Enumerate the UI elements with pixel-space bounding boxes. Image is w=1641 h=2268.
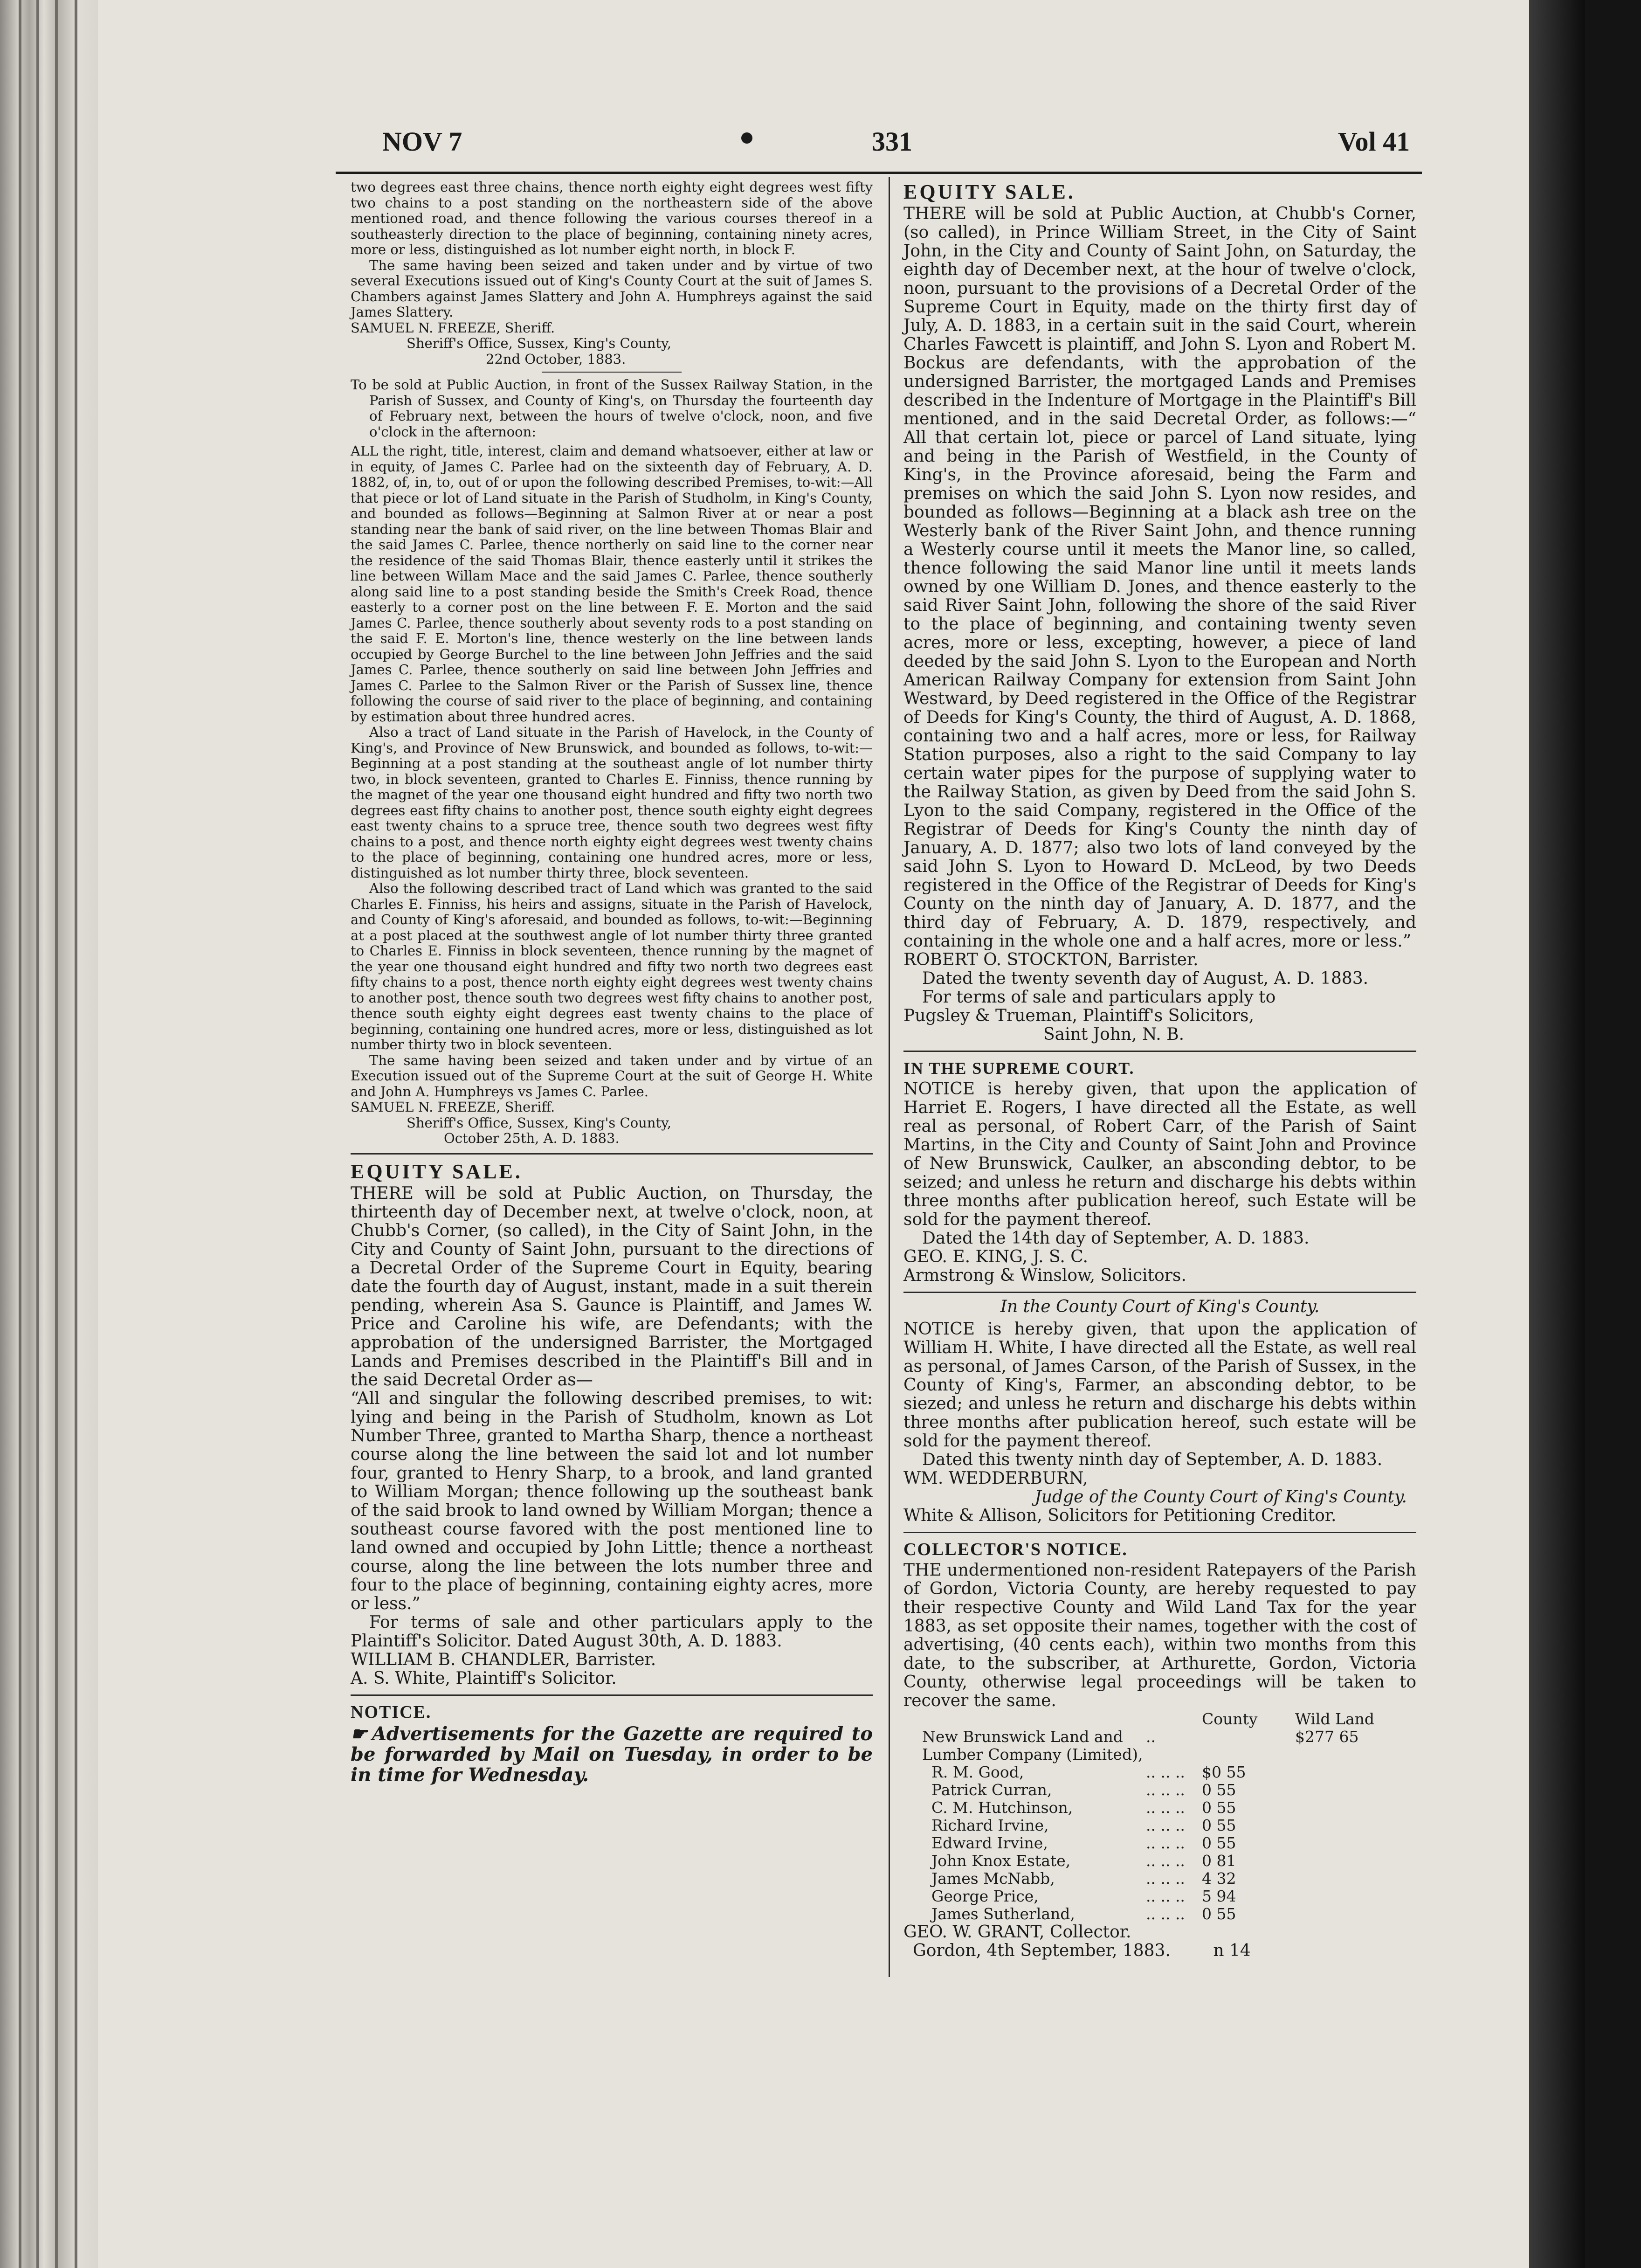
divider <box>542 372 682 373</box>
cell-dots: .. .. .. <box>1146 1763 1185 1781</box>
notice-text: Also the following described tract of Land which was granted to the said Charles E. Finniss, his heirs and assigns, situate in the Parish of Havelock, and County of King's aforesaid, and bounded as follows, to-wit:—Beginning at a post placed at the southwest angle of lot number thirty three granted to Charles E. Finniss in block seventeen, thence running by the magnet of the year one thousand eight hundred and fifty two north two degrees east fifty chains to a post, thence north eighty eight degrees west twenty chains to another post, thence south two degrees west fifty chains to another post, thence south eighty eight degrees east twenty chains to the place of beginning, containing one hundred acres, more or less, distinguished as lot number thirty two in block seventeen. <box>351 880 873 1052</box>
auction-intro: To be sold at Public Auction, in front of the Sussex Railway Station, in the Parish of Sussex, and County of King's, on Thursday the fourteenth day of February next, between the hours of twelve o'clock, noon, and five o'clock in the afternoon: <box>351 377 873 440</box>
cell-county: 4 32 <box>1202 1869 1236 1888</box>
gazette-notice-text: Advertisements for the Gazette are required to be forwarded by Mail on Tuesday, in order to be in time for Wednesday. <box>351 1722 873 1786</box>
collector-signature: GEO. W. GRANT, Collector. <box>903 1922 1131 1942</box>
notice-text: Also a tract of Land situate in the Parish of Havelock, in the County of King's, and Province of New Brunswick, and bounded as follows, to-wit:—Beginning at a post standing at the southeast angle of lot number thirty two, in block seventeen, granted to Charles E. Finniss, thence running by the magnet of the year one thousand eight hundred and fifty two north two degrees east fifty chains to another post, thence south eighty eight degrees east twenty chains to a spruce tree, thence south two degrees west fifty chains to a post, and thence north eighty eight degrees west twenty chains to the place of beginning, containing one hundred acres, more or less, distinguished as lot number thirty three, block seventeen. <box>351 724 873 881</box>
cell-name: Patrick Curran, <box>931 1781 1052 1799</box>
cell-dots: .. .. .. <box>1146 1781 1185 1799</box>
column-header-county: County <box>1202 1710 1258 1728</box>
notice-date: Gordon, 4th September, 1883. <box>913 1941 1171 1960</box>
cell-name: George Price, <box>931 1887 1039 1905</box>
cell-county: $0 55 <box>1202 1763 1246 1781</box>
terms-line: For terms of sale and particulars apply to <box>922 988 1276 1007</box>
barrister-signature: WILLIAM B. CHANDLER, Barrister. <box>351 1650 656 1669</box>
cell-county: 0 55 <box>1202 1781 1236 1799</box>
divider <box>351 1694 873 1696</box>
notice-text: For terms of sale and other particulars apply to the Plaintiff's Solicitor. Dated August 30th, A. D. 1883. <box>351 1612 873 1651</box>
notice-date: October 25th, A. D. 1883. <box>444 1130 620 1146</box>
judge-signature: WM. WEDDERBURN, <box>903 1469 1088 1488</box>
table-row <box>903 1817 1416 1834</box>
cell-dots: .. .. .. <box>1146 1905 1185 1923</box>
cell-name: James Sutherland, <box>931 1905 1075 1923</box>
solicitor-line: A. S. White, Plaintiff's Solicitor. <box>351 1668 617 1688</box>
notice-text: two degrees east three chains, thence north eighty eight degrees west fifty two chains to a post standing on the northeastern side of the above mentioned road, and thence following the various courses thereof in a southeasterly direction to the place of beginning, containing ninety acres, more or less, distinguished as lot number eight north, in block F. <box>351 179 873 257</box>
notice-text: NOTICE is hereby given, that upon the application of William H. White, I have directed all the Estate, as well real as personal, of James Carson, of the Parish of Sussex, in the County of King's, Farmer, an absconding debtor, to be siezed; and unless he return and discharge his debts within three months after publication hereof, such estate will be sold for the payment thereof. <box>903 1320 1416 1451</box>
notice-date: Dated the 14th day of September, A. D. 1883. <box>922 1229 1310 1248</box>
notice-text: “All and singular the following described premises, to wit: lying and being in the Parish of Studholm, known as Lot Number Three, granted to Martha Sharp, thence a northeast course along the line between the said lot and lot number four, granted to Henry Sharp, to a brook, and land granted to William Morgan; thence following up the southeast bank of the said brook to land owned by William Morgan; thence a southeast course favored with the post mentioned line to land owned and occupied by John Little; thence a northeast course, along the line between the lots number three and four to the place of beginning, containing eighty acres, more or less.” <box>351 1389 873 1613</box>
supreme-court-notice <box>903 1057 1416 1285</box>
cell-dots: .. .. .. <box>1146 1887 1185 1905</box>
cell-wild <box>1295 1817 1416 1834</box>
cell-dots: .. .. .. <box>1146 1816 1185 1834</box>
pointing-hand-icon: ☛ <box>351 1722 367 1745</box>
equity-sale-left <box>351 1159 873 1688</box>
notice-date: 22nd October, 1883. <box>486 351 626 367</box>
bullet-dot-icon <box>741 132 752 144</box>
collector-title: COLLECTOR'S NOTICE. <box>903 1540 1128 1559</box>
notice-text: The same having been seized and taken under and by virtue of two several Executions issued out of King's County Court at the suit of James S. Chambers against James Slattery and John A. Humphreys against the said James Slattery. <box>351 257 873 320</box>
cell-county: 0 55 <box>1202 1834 1236 1852</box>
sheriff-signature: SAMUEL N. FREEZE, Sheriff. <box>351 1099 555 1115</box>
notice-date: Dated this twenty ninth day of September, A. D. 1883. <box>922 1450 1383 1469</box>
header-rule <box>336 172 1422 174</box>
divider <box>351 1153 873 1155</box>
gazette-notice <box>351 1701 873 1785</box>
cell-wild <box>1295 1888 1416 1905</box>
book-binding <box>0 0 98 2268</box>
cell-dots: .. .. .. <box>1146 1798 1185 1817</box>
divider <box>903 1051 1416 1052</box>
sheriff-signature: SAMUEL N. FREEZE, Sheriff. <box>351 319 555 336</box>
equity-sale-right <box>903 180 1416 1044</box>
cell-dots: .. .. .. <box>1146 1869 1185 1888</box>
collector-notice <box>903 1538 1416 1960</box>
equity-sale-title: EQUITY SALE. <box>351 1160 523 1183</box>
cell-county: 0 81 <box>1202 1852 1236 1870</box>
table-row <box>903 1905 1416 1923</box>
table-header-row <box>903 1710 1416 1728</box>
table-row <box>903 1852 1416 1870</box>
right-column <box>903 180 1416 1960</box>
scan-dark-edge <box>1529 0 1585 2268</box>
cell-wild <box>1295 1852 1416 1870</box>
notice-sheriff-slattery <box>351 180 873 367</box>
issue-mark: n 14 <box>1213 1941 1251 1960</box>
sheriff-office: Sheriff's Office, Sussex, King's County, <box>407 1114 671 1131</box>
solicitor-line: Armstrong & Winslow, Solicitors. <box>903 1266 1186 1285</box>
volume-number: Vol 41 <box>1338 126 1410 157</box>
judge-signature: GEO. E. KING, J. S. C. <box>903 1247 1088 1266</box>
notice-sheriff-parlee <box>351 377 873 1147</box>
cell-name: Richard Irvine, <box>931 1816 1049 1834</box>
table-row <box>903 1799 1416 1817</box>
table-row <box>903 1888 1416 1905</box>
cell-wild <box>1295 1799 1416 1817</box>
table-row <box>903 1834 1416 1852</box>
table-row <box>903 1763 1416 1781</box>
cell-county: 0 55 <box>1202 1798 1236 1817</box>
table-row <box>903 1781 1416 1799</box>
page-header <box>382 126 1417 173</box>
notice-text: The same having been seized and taken under and by virtue of an Execution issued out of the Supreme Court at the suit of George H. White and John A. Humphreys vs James C. Parlee. <box>351 1052 873 1099</box>
divider <box>903 1292 1416 1293</box>
sheriff-office: Sheriff's Office, Sussex, King's County, <box>407 335 671 351</box>
county-court-notice <box>903 1298 1416 1525</box>
cell-wild <box>1295 1834 1416 1852</box>
county-court-title: In the County Court of King's County. <box>1000 1297 1320 1316</box>
cell-county: 0 55 <box>1202 1816 1236 1834</box>
cell-name: John Knox Estate, <box>931 1852 1071 1870</box>
cell-name: New Brunswick Land and Lumber Company (Limited), <box>922 1728 1143 1763</box>
cell-name: Edward Irvine, <box>931 1834 1048 1852</box>
equity-sale-title: EQUITY SALE. <box>903 180 1076 203</box>
solicitor-place: Saint John, N. B. <box>1043 1025 1185 1044</box>
cell-name: R. M. Good, <box>931 1763 1024 1781</box>
notice-title: NOTICE. <box>351 1702 432 1722</box>
solicitor-line: Pugsley & Trueman, Plaintiff's Solicitors, <box>903 1006 1254 1025</box>
table-row <box>903 1728 1416 1763</box>
notice-date: Dated the twenty seventh day of August, A. D. 1883. <box>922 969 1369 988</box>
cell-county: 5 94 <box>1202 1887 1236 1905</box>
cell-county: 0 55 <box>1202 1905 1236 1923</box>
column-header-wild-land: Wild Land <box>1295 1710 1375 1728</box>
solicitor-line: White & Allison, Solicitors for Petitioning Creditor. <box>903 1506 1337 1525</box>
cell-dots: .. <box>1146 1728 1156 1746</box>
table-row <box>903 1870 1416 1888</box>
cell-name: James McNabb, <box>931 1869 1055 1888</box>
header-date: NOV 7 <box>382 126 462 157</box>
left-column <box>351 180 873 1785</box>
notice-text: THE undermentioned non-resident Ratepayers of the Parish of Gordon, Victoria County, are hereby requested to pay their respective County and Wild Land Tax for the year 1883, as set opposite their names, together with the cost of advertising, (40 cents each), within two months from this date, to the subscriber, at Arthurette, Gordon, Victoria County, otherwise legal proceedings will be taken to recover the same. <box>903 1561 1416 1710</box>
supreme-court-title: IN THE SUPREME COURT. <box>903 1059 1135 1078</box>
divider <box>903 1532 1416 1533</box>
cell-wild <box>1295 1763 1416 1781</box>
cell-dots: .. .. .. <box>1146 1834 1185 1852</box>
judge-title: Judge of the County Court of King's County. <box>1034 1487 1407 1507</box>
notice-text: THERE will be sold at Public Auction, at Chubb's Corner, (so called), in Prince William Street, in the City of Saint John, in the City and County of Saint John, on Saturday, the eighth day of December next, at the hour of twelve o'clock, noon, pursuant to the provisions of a Decretal Order of the Supreme Court in Equity, made on the thirty first day of July, A. D. 1883, in a certain suit in the said Court, wherein Charles Fawcett is plaintiff, and John S. Lyon and Robert M. Bockus are defendants, with the approbation of the undersigned Barrister, the mortgaged Lands and Premises described in the Indenture of Mortgage in the Plaintiff's Bill mentioned, and in the said Decretal Order, as follows:—“ All that certain lot, piece or parcel of Land situate, lying and being in the Parish of Westfield, in the County of King's, in the Province aforesaid, being the Farm and premises on which the said John S. Lyon now resides, and bounded as follows—Beginning at a black ash tree on the Westerly bank of the River Saint John, and thence running a Westerly course until it meets the Manor line, so called, thence following the said Manor line until it meets lands owned by one William D. Jones, and thence easterly to the said River Saint John, following the shore of the said River to the place of beginning, and containing twenty seven acres, more or less, excepting, however, a piece of land deeded by the said John S. Lyon to the European and North American Railway Company for extension from Saint John Westward, by Deed registered in the Office of the Registrar of Deeds for King's County, the third of August, A. D. 1868, containing two and a half acres, more or less, for Railway Station purposes, also a right to the said Company to lay certain water pipes for the purpose of supplying water to the Railway Station, as given by Deed from the said John S. Lyon to the said Company, registered in the Office of the Registrar of Deeds for King's County the ninth day of January, A. D. 1877; also two lots of land conveyed by the said John S. Lyon to Howard D. McLeod, by two Deeds registered in the Office of the Registrar of Deeds for King's County on the ninth day of January, A. D. 1877, and the third day of February, A. D. 1879, respectively, and containing in the whole one and a half acres, more or less.” <box>903 204 1416 951</box>
cell-county <box>1202 1728 1295 1763</box>
cell-wild <box>1295 1870 1416 1888</box>
barrister-signature: ROBERT O. STOCKTON, Barrister. <box>903 950 1199 969</box>
cell-dots: .. .. .. <box>1146 1852 1185 1870</box>
notice-text: THERE will be sold at Public Auction, on Thursday, the thirteenth day of December next, at twelve o'clock, noon, at Chubb's Corner, (so called), in the City of Saint John, in the City and County of Saint John, pursuant to the directions of a Decretal Order of the Supreme Court in Equity, bearing date the fourth day of August, instant, made in a suit therein pending, wherein Asa S. Gaunce is Plaintiff, and James W. Price and Caroline his wife, are Defendants; with the approbation of the undersigned Barrister, the Mortgaged Lands and Premises described in the Plaintiff's Bill and in the said Decretal Order as— <box>351 1183 873 1390</box>
cell-name: C. M. Hutchinson, <box>931 1798 1073 1817</box>
column-divider <box>889 177 890 1977</box>
page-number: 331 <box>872 126 912 157</box>
notice-text: NOTICE is hereby given, that upon the application of Harriet E. Rogers, I have directed all the Estate, as well real as personal, of Robert Carr, of the Parish of Saint Martins, in the City and County of Saint John and Province of New Brunswick, Caulker, an absconding debtor, to be seized; and unless he return and discharge his debts within three months after publication hereof, such Estate will be sold for the payment thereof. <box>903 1079 1416 1229</box>
cell-wild <box>1295 1781 1416 1799</box>
cell-wild: $277 65 <box>1295 1728 1359 1746</box>
ratepayer-table <box>903 1710 1416 1923</box>
notice-text: ALL the right, title, interest, claim and demand whatsoever, either at law or in equity, of James C. Parlee had on the sixteenth day of February, A. D. 1882, of, in, to, out of or upon the following described Premises, to-wit:—All that piece or lot of Land situate in the Parish of Studholm, in King's County, and bounded as follows—Beginning at Salmon River at or near a post standing near the bank of said river, on the line between Thomas Blair and the said James C. Parlee, thence northerly on said line to the corner near the residence of the said Thomas Blair, thence easterly until it strikes the line between Willam Mace and the said James C. Parlee, thence southerly along said line to a post standing beside the Smith's Creek Road, thence easterly to a corner post on the line between F. E. Morton and the said James C. Parlee, thence southerly about seventy rods to a post standing on the said F. E. Morton's line, thence westerly on the line between lands occupied by George Burchel to the line between John Jeffries and the said James C. Parlee, thence southerly on said line between John Jeffries and James C. Parlee to the Salmon River or the Parish of Sussex line, thence following the course of said river to the place of beginning, and containing by estimation about three hundred acres. <box>351 443 873 725</box>
cell-wild <box>1295 1905 1416 1923</box>
